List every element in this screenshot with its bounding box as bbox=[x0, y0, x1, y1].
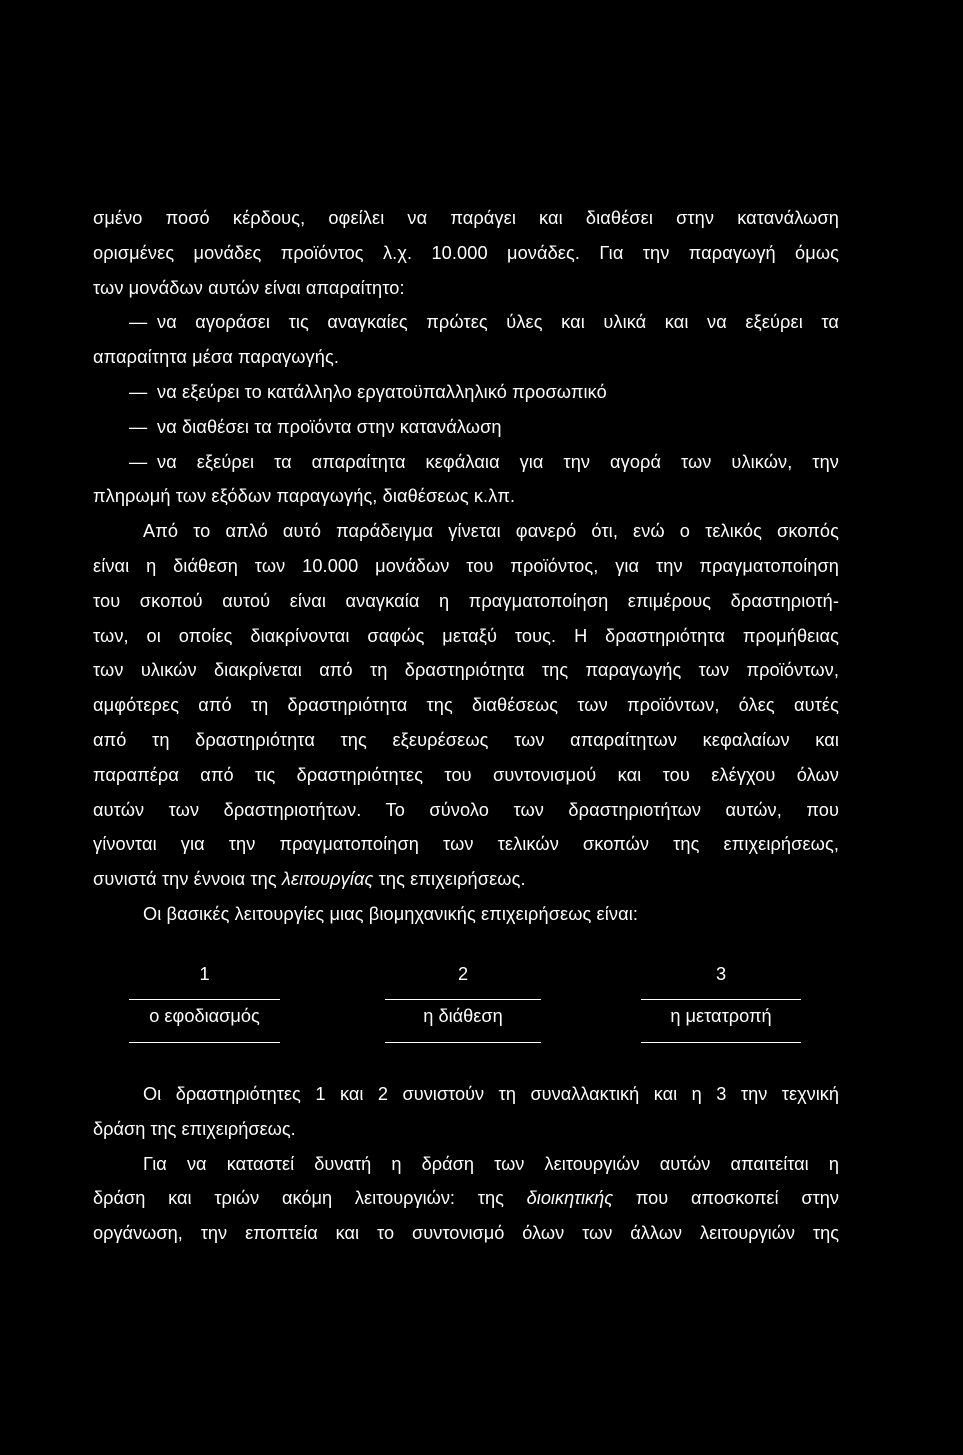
body-text-upper bbox=[93, 201, 839, 932]
text-line: αμφότερες από τη δραστηριότητα της διαθέσεως των προϊόντων, όλες αυτές bbox=[93, 695, 839, 716]
rule-bottom bbox=[385, 1042, 541, 1043]
dash-bullet: — bbox=[129, 416, 148, 437]
concept-before: συνιστά την έννοια της bbox=[93, 869, 282, 890]
functions-table bbox=[93, 960, 839, 1070]
function-column-2 bbox=[385, 960, 541, 1070]
paragraph-first-line: Οι δραστηριότητες 1 και 2 συνιστούν τη συναλλακτική και η 3 την τεχνική bbox=[143, 1084, 839, 1104]
basic-functions-intro: Οι βασικές λειτουργίες μιας βιομηχανικής επιχειρήσεως είναι: bbox=[143, 903, 638, 924]
admin-italic-term: διοικητικής bbox=[526, 1188, 614, 1209]
function-number: 1 bbox=[199, 964, 210, 984]
text-line: των, οι οποίες διακρίνονται σαφώς μεταξύ τους. Η δραστηριότητα προμήθειας bbox=[93, 625, 839, 646]
function-label: η μετατροπή bbox=[670, 1006, 772, 1026]
text-line: οργάνωση, την εποπτεία και το συντονισμό όλων των άλλων λειτουργιών της bbox=[93, 1223, 839, 1244]
admin-after: που αποσκοπεί στην bbox=[613, 1188, 840, 1209]
text-line: απαραίτητα μέσα παραγωγής. bbox=[93, 347, 339, 368]
rule-bottom bbox=[641, 1042, 801, 1043]
text-line: είναι η διάθεση των 10.000 μονάδων του προϊόντος, για την πραγματοποίηση bbox=[93, 555, 839, 576]
text-line: παραπέρα από τις δραστηριότητες του συντονισμού και του ελέγχου όλων bbox=[93, 764, 839, 785]
rule-bottom bbox=[129, 1042, 280, 1043]
text-line: σμένο ποσό κέρδους, οφείλει να παράγει και διαθέσει στην κατανάλωση bbox=[93, 208, 839, 228]
text-line: ορισμένες μονάδες προϊόντος λ.χ. 10.000 μονάδες. Για την παραγωγή όμως bbox=[93, 242, 839, 263]
dash-list-item bbox=[93, 410, 839, 445]
dash-bullet: — bbox=[129, 451, 148, 472]
dash-list-item bbox=[93, 375, 839, 410]
dash-bullet: — bbox=[129, 312, 148, 333]
function-label: η διάθεση bbox=[423, 1006, 503, 1026]
function-label: ο εφοδιασμός bbox=[149, 1006, 260, 1026]
rule-top bbox=[641, 999, 801, 1000]
dash-list-item bbox=[93, 305, 839, 340]
concept-after: της επιχειρήσεως. bbox=[373, 869, 526, 890]
text-line: των υλικών διακρίνεται από τη δραστηριότητα της παραγωγής των προϊόντων, bbox=[93, 660, 839, 681]
admin-before: δράση και τριών ακόμη λειτουργιών: της bbox=[93, 1188, 527, 1209]
paragraph-first-line: Από το απλό αυτό παράδειγμα γίνεται φανερό ότι, ενώ ο τελικός σκοπός bbox=[143, 521, 839, 542]
concept-line bbox=[93, 862, 839, 897]
body-text-lower bbox=[93, 1076, 839, 1250]
dash-item-text: να αγοράσει τις αναγκαίες πρώτες ύλες και υλικά και να εξεύρει τα bbox=[157, 312, 839, 333]
paragraph-first-line: Για να καταστεί δυνατή η δράση των λειτουργιών αυτών απαιτείται η bbox=[143, 1153, 839, 1174]
text-line: του σκοπού αυτού είναι αναγκαία η πραγματοποίηση επιμέρους δραστηριοτή- bbox=[93, 590, 839, 611]
dash-bullet: — bbox=[129, 381, 148, 402]
dash-list-item bbox=[93, 445, 839, 480]
rule-top bbox=[385, 999, 541, 1000]
text-line: δράση της επιχειρήσεως. bbox=[93, 1118, 296, 1139]
text-line: αυτών των δραστηριοτήτων. Το σύνολο των δραστηριοτήτων αυτών, που bbox=[93, 799, 839, 820]
function-number: 3 bbox=[715, 964, 727, 984]
dash-item-text: να διαθέσει τα προϊόντα στην κατανάλωση bbox=[157, 416, 502, 437]
text-line: των μονάδων αυτών είναι απαραίτητο: bbox=[93, 277, 405, 298]
dash-item-text: να εξεύρει το κατάλληλο εργατοϋπαλληλικό προσωπικό bbox=[157, 381, 607, 402]
rule-top bbox=[129, 999, 280, 1000]
concept-italic-term: λειτουργίας bbox=[281, 869, 374, 890]
dash-item-text: να εξεύρει τα απαραίτητα κεφάλαια για την αγορά των υλικών, την bbox=[157, 451, 839, 472]
text-line: πληρωμή των εξόδων παραγωγής, διαθέσεως κ.λπ. bbox=[93, 486, 516, 507]
text-line: από τη δραστηριότητα της εξευρέσεως των απαραίτητων κεφαλαίων και bbox=[93, 729, 839, 750]
function-number: 2 bbox=[457, 964, 469, 984]
text-line: γίνονται για την πραγματοποίηση των τελικών σκοπών της επιχειρήσεως, bbox=[93, 834, 839, 855]
function-column-1 bbox=[129, 960, 280, 1070]
function-column-3 bbox=[641, 960, 801, 1070]
admin-line bbox=[93, 1180, 839, 1215]
